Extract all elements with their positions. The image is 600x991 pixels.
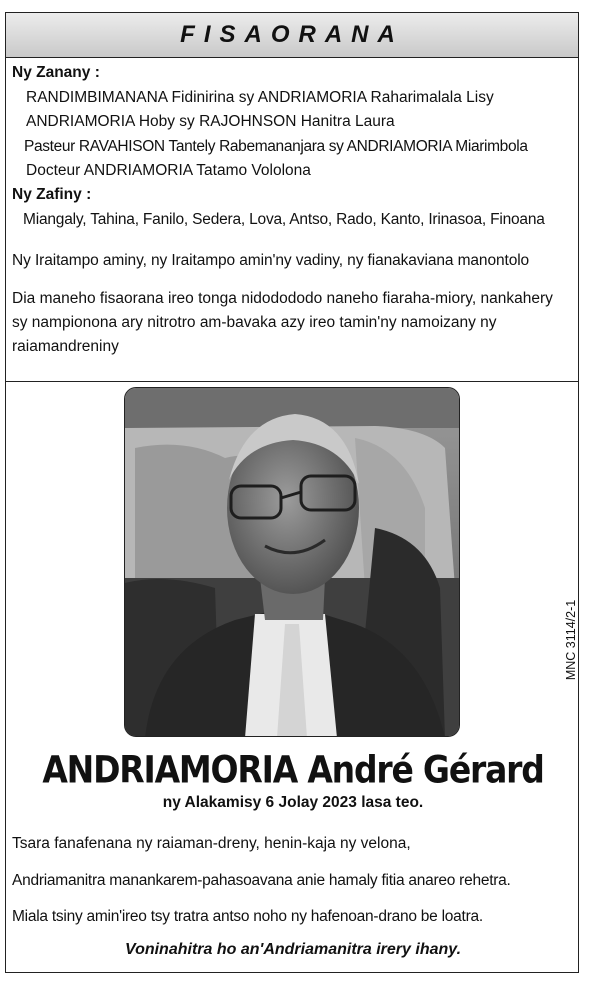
children-line: Pasteur RAVAHISON Tantely Rabemananjara sy ANDRIAMORIA Miarimbola (24, 138, 528, 155)
notice-title: FISAORANA (180, 21, 404, 48)
children-line: ANDRIAMORIA Hoby sy RAJOHNSON Hanitra Laura (26, 113, 395, 130)
notice-frame (5, 12, 579, 973)
children-line: RANDIMBIMANANA Fidinirina sy ANDRIAMORIA Raharimalala Lisy (26, 89, 494, 106)
children-heading: Ny Zanany : (12, 64, 100, 81)
message-line: Miala tsiny amin'ireo tsy tratra antso noho ny hafenoan-drano be loatra. (12, 908, 483, 925)
closing-line: Voninahitra ho an'Andriamanitra irery ihany. (124, 941, 462, 958)
deceased-name: ANDRIAMORIA André Gérard (42, 747, 544, 792)
family-section (6, 57, 578, 382)
notice-header (6, 13, 578, 58)
reference-code: MNC 3114/2-1 (564, 599, 578, 681)
family-line: Ny Iraitampo aminy, ny Iraitampo amin'ny vadiny, ny fianakaviana manontolo (12, 252, 530, 269)
passing-date: ny Alakamisy 6 Jolay 2023 lasa teo. (162, 794, 424, 811)
message-line: Andriamanitra manankarem-pahasoavana anie hamaly fitia anareo rehetra. (12, 872, 511, 889)
portrait-photo (124, 387, 460, 737)
grandchildren-names: Miangaly, Tahina, Fanilo, Sedera, Lova, Antso, Rado, Kanto, Irinasoa, Finoana (23, 211, 545, 228)
grandchildren-heading: Ny Zafiny : (12, 186, 92, 203)
thanks-paragraph: Dia maneho fisaorana ireo tonga nidodododo naneho fiaraha-miory, nankahery sy nampionona ary nitrotro am-bavaka azy ireo tamin'ny namoizany ny raiamandreniny (12, 290, 553, 355)
message-line: Tsara fanafenana ny raiaman-dreny, henin-kaja ny velona, (12, 835, 411, 852)
children-line: Docteur ANDRIAMORIA Tatamo Vololona (26, 162, 311, 179)
